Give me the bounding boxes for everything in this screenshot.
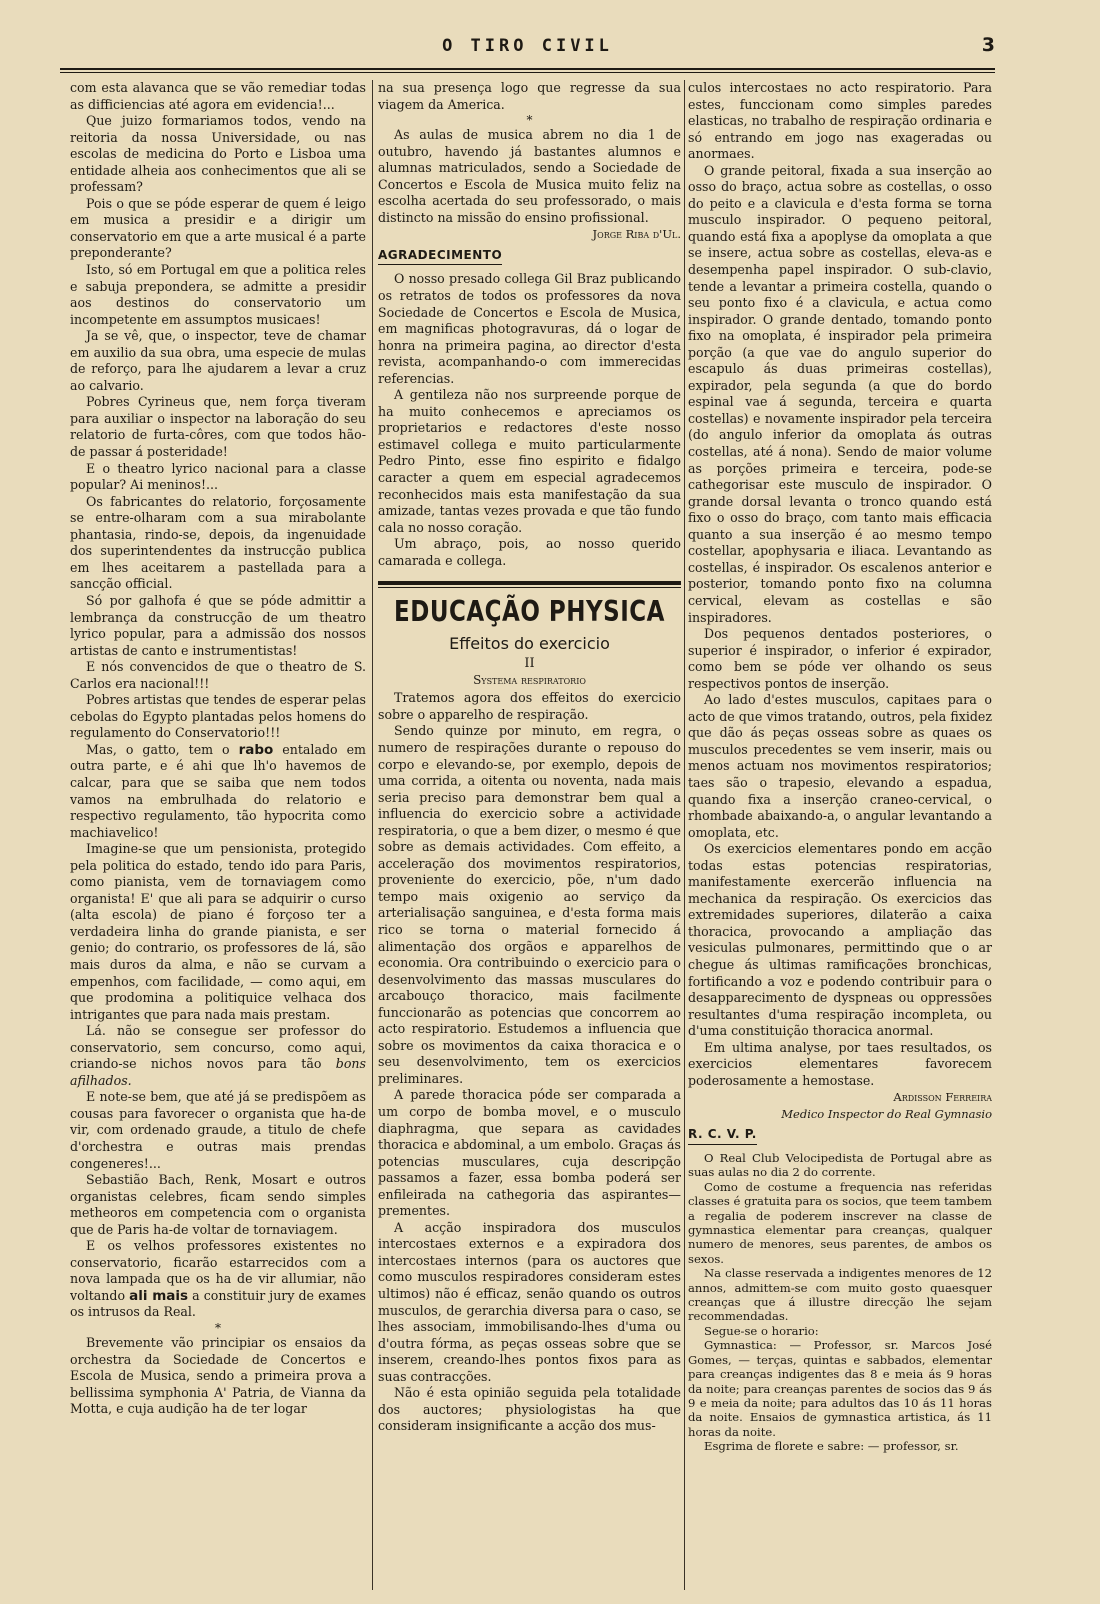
paragraph: Como de costume a frequencia nas referidas classes é gratuita para os socios, que teem tambem a regalia de poderem inscrever na classe de gymnastica elementar para creanças, qualquer numero de menores, seus parentes, de ambos os sexos. [688,1179,992,1266]
paragraph-velhos [70,1238,366,1321]
article-signature: Ardisson Ferreira [893,1090,992,1105]
paragraph: Os exercicios elementares pondo em acção todas estas potencias respiratorias, manifestamente exercerão influencia na mechanica da respiração. Os exercicios das extremidades superiores, dilaterão a caixa thoracica, provocando a ampliação das vesiculas pulmonares, permittindo que o ar chegue ás ultimas ramificações bronchicas, fortificando a voz e podendo contribuir para o desapparecimento de dyspneas ou oppressões resultantes d'uma respiração incompleta, ou d'uma constituição thoracica anormal. [688,841,992,1039]
text-run: E os velhos professores existentes no conservatorio, ficarão estarrecidos com a nova lampada que os ha de vir allumiar, não voltando [70,1238,366,1303]
paragraph: Tratemos agora dos effeitos do exercicio sobre o apparelho de respiração. [378,690,681,722]
paragraph: Que juizo formariamos todos, vendo na reitoria da nossa Universidade, ou nas escolas de medicina do Porto e Lisboa uma entidade alheia aos conhecimentos que ali se professam? [70,113,366,195]
paragraph: Pobres Cyrineus que, nem força tiveram para auxiliar o inspector na laboração do seu relatorio de furta-côres, com que todos hão-de passar á posteridade! [70,394,366,460]
article-part-number: II [524,656,535,672]
paragraph: na sua presença logo que regresse da sua viagem da America. [378,80,681,112]
section-heading-rcvp: R. C. V. P. [688,1126,757,1145]
paragraph: Esgrima de florete e sabre: — professor, sr. [704,1439,959,1454]
article-subheading: Effeitos do exercicio [449,634,610,654]
paragraph: Só por galhofa é que se póde admittir a lembrança da construcção de um theatro lyrico popular, para a admissão dos nossos artistas de canto e instrumentistas! [70,592,366,658]
section-rule-thick [378,581,681,585]
column-divider-2 [684,80,685,1590]
paragraph: Segue-se o horario: [704,1323,819,1338]
paragraph: Sebastião Bach, Renk, Mosart e outros organistas celebres, ficam sendo simples metheoros em competencia com o organista que de Paris ha-de voltar de tornaviagem. [70,1172,366,1237]
paragraph: O grande peitoral, fixada a sua inserção ao osso do braço, actua sobre as costellas, o osso do peito e a clavicula e d'esta forma se torna musculo inspirador. O pequeno peitoral, quando está fixa a apoplyse da omoplata a que se insere, actua sobre as costellas, eleva-as e desempenha papel inspirador. O sub-clavio, tende a levantar a primeira costella, quando o seu ponto fixo é a clavicula, e actua como inspirador. O grande dentado, tomando ponto fixo na omoplata, é inspirador pela primeira porção (a que vae do angulo superior do escapulo ás duas primeiras costellas), expirador, pela segunda (a que do bordo espinal vae á segunda, terceira e quarta costellas) e novamente inspirador pela terceira (do angulo inferior da omoplata ás outras costellas, até á nona). Sendo de maior volume as porções primeira e terceira, pode-se cathegorisar este musculo de inspirador. O grande dorsal levanta o tronco quando está fixo o osso do braço, com tanto mais efficacia quanto a sua inserção é ao mesmo tempo costellar, apophysaria e iliaca. Levantando as costellas, é inspirador. Os escalenos anterior e posterior, tomando ponto fixo na columna cervical, elevam as costellas e são inspiradores. [688,162,992,625]
paragraph: Não é esta opinião seguida pela totalidade dos auctores; physiologistas ha que consideram insignificante a acção dos mus- [378,1385,681,1434]
text-run: entalado em outra parte, e é ahi que lh'o havemos de calcar, para que se saiba que nem todos vamos na embrulhada do relatorio e respectivo regulamento, tão hypocrita como machiavelico! [70,741,366,840]
section-rule-thin [378,587,681,588]
paragraph: Ja se vê, que, o inspector, teve de chamar em auxilio da sua obra, uma especie de mulas de reforço, para lhe ajudarem a levar a cruz ao calvario. [70,328,366,393]
article-topic: Systema respiratorio [473,673,586,688]
paragraph: Ao lado d'estes musculos, capitaes para o acto de que vimos tratando, outros, pela fixidez que dão ás peças osseas sobre as quaes os musculos precedentes se vem inserir, mais ou menos actuam nos movimentos respiratorios; taes são o trapesio, elevando a espadua, quando fixa a inserção craneo-cervical, o rhombade abaixando-a, o angular levantando a omoplata, etc. [688,692,992,840]
paragraph: Um abraço, pois, ao nosso querido camarada e collega. [378,536,681,568]
text-run: Mas, o gatto, tem o [86,741,230,757]
paragraph: Pois o que se póde esperar de quem é leigo em musica a presidir e a dirigir um conservatorio em que a arte musical é a parte preponderante? [70,195,366,261]
separator-star: * [215,1321,221,1336]
page-number: 3 [981,34,995,56]
section-heading-agradecimento: AGRADECIMENTO [378,247,502,266]
paragraph: Brevemente vão principiar os ensaios da orchestra da Sociedade de Concertos e Escola de Musica, sendo a primeira prova a bellissima symphonia A' Patria, de Vianna da Motta, e cuja audição ha de ter logar [70,1335,366,1417]
column-3 [688,80,992,1595]
newspaper-title: O TIRO CIVIL [442,36,613,56]
paragraph: A gentileza não nos surpreende porque de ha muito conhecemos e apreciamos os proprietarios e redactores d'este nosso estimavel collega e muito particularmente Pedro Pinto, esse fino espirito e fidalgo caracter a quem em especial agradecemos reconhecidos mais esta manifestação da sua amizade, tantas vezes provada e que tão fundo cala no nosso coração. [378,387,681,535]
paragraph: Na classe reservada a indigentes menores de 12 annos, admittem-se com muito gosto quaesquer creanças que á illustre direcção lhe sejam recommendadas. [688,1266,992,1324]
paragraph: Sendo quinze por minuto, em regra, o numero de respirações durante o repouso do corpo e elevando-se, por exemplo, depois de uma corrida, a oitenta ou noventa, nada mais seria preciso para demonstrar bem qual a influencia do exercicio sobre a actividade respiratoria, o que a bem dizer, o mesmo é que sobre as demais actividades. Com effeito, a acceleração dos movimentos respiratorios, proveniente do exercicio, põe, n'um dado tempo mais oxigenio ao serviço da arterialisação sanguinea, e d'esta forma mais rico se torna o material fornecido á alimentação dos orgãos e apparelhos de economia. Ora contribuindo o exercicio para o desenvolvimento das massas musculares do arcabouço thoracico, mais facilmente funccionarão as potencias que concorrem ao acto respiratorio. Estudemos a influencia que sobre os movimentos da caixa thoracica e o seu desenvolvimento, tem os exercicios preliminares. [378,723,681,1086]
separator-star: * [526,113,533,128]
article-signature-title: Medico Inspector do Real Gymnasio [781,1106,992,1121]
bold-phrase: ali mais [129,1287,189,1304]
paragraph: E note-se bem, que até já se predispõem as cousas para favorecer o organista que ha-de vir, com ordenado graude, a titulo de chefe d'orchestra e outras mais prendas congeneres!... [70,1089,366,1171]
section-heading-educacao-physica: EDUCAÇÃO PHYSICA [394,596,665,629]
masthead [60,30,995,70]
paragraph: com esta alavanca que se vão remediar todas as difficiencias até agora em evidencia!... [70,80,366,112]
italic-run: bons afilhados. [70,1056,366,1088]
paragraph-la [70,1023,366,1089]
paragraph: E nós convencidos de que o theatro de S. Carlos era nacional!!! [70,659,366,691]
bold-word: rabo [238,741,274,758]
paragraph: culos intercostaes no acto respiratorio. Para estes, funccionam como simples paredes elasticas, no trabalho de respiração ordinaria e só entrando em jogo nas exageradas ou anormaes. [688,80,992,162]
paragraph: E o theatro lyrico nacional para a classe popular? Ai meninos!... [70,460,366,493]
header-rule-thin [60,72,995,73]
paragraph: As aulas de musica abrem no dia 1 de outubro, havendo já bastantes alumnos e alumnas matriculados, sendo a Sociedade de Concertos e Escola de Musica muito feliz na escolha acertada do seu professorado, o mais distincto na missão do ensino profissional. [378,127,681,225]
paragraph: A parede thoracica póde ser comparada a um corpo de bomba movel, e o musculo diaphragma, que separa as cavidades thoracica e abdominal, a um embolo. Graças ás potencias musculares, cuja descripção passamos a fazer, essa bomba poderá ser enfileirada na cathegoria das aspirantes—prementes. [378,1087,681,1219]
paragraph: Gymnastica: — Professor, sr. Marcos José Gomes, — terças, quintas e sabbados, elementar para creanças indigentes das 8 e meia ás 9 horas da noite; para creanças parentes de socios das 9 ás 9 e meia da noite; para adultos das 10 ás 11 horas da noite. Ensaios de gymnastica artistica, ás 11 horas da noite. [688,1338,992,1439]
column-2 [378,80,681,1595]
paragraph-rabo [70,742,366,841]
header-rule-thick [60,68,995,70]
paragraph: Pobres artistas que tendes de esperar pelas cebolas do Egypto plantadas pelos homens do regulamento do Conservatorio!!! [70,692,366,741]
paragraph: A acção inspiradora dos musculos intercostaes externos e a expiradora dos intercostaes internos (para os auctores que como musculos respiradores consideram estes ultimos) não é efficaz, senão quando os outros musculos, de gerarchia diversa para o caso, se lhes associam, immobilisando-lhes d'uma ou d'outra fórma, as peças osseas sobre que se inserem, creando-lhes pontos fixos para as suas contracções. [378,1219,681,1384]
text-run: Lá. não se consegue ser professor do conservatorio, sem concurso, como aqui, criando-se nichos novos para tão [70,1023,366,1072]
paragraph: Em ultima analyse, por taes resultados, os exercicios elementares favorecem poderosamente a hemostase. [688,1039,992,1088]
paragraph: Isto, só em Portugal em que a politica reles e sabuja prepondera, se admitte a presidir aos destinos do conservatorio um incompetente em assumptos musicaes! [70,262,366,327]
column-1 [70,80,366,1595]
paragraph: O Real Club Velocipedista de Portugal abre as suas aulas no dia 2 do corrente. [688,1151,992,1180]
text-run: a constituir jury de exames os intrusos da Real. [70,1287,366,1320]
column-divider-1 [372,80,373,1590]
paragraph: O nosso presado collega Gil Braz publicando os retratos de todos os professores da nova Sociedade de Concertos e Escola de Musica, em magnificas photogravuras, dá o logar de honra na primeira pagina, ao director d'esta revista, acompanhando-o com immerecidas referencias. [378,271,681,386]
article-signature: Jorge Riba d'Ul. [592,227,681,242]
paragraph: Imagine-se que um pensionista, protegido pela politica do estado, tendo ido para Paris, como pianista, vem de tornaviagem como organista! E' que ali para se adquirir o curso (alta escola) de piano é forçoso ter a verdadeira linha do grande pianista, e ser genio; do contrario, os professores de lá, são mais duros da alma, e não se curvam a empenhos, com facilidade, — como aqui, em que prodomina a politiquice velhaca dos intrigantes que para nada mais prestam. [70,841,366,1022]
paragraph: Dos pequenos dentados posteriores, o superior é inspirador, o inferior é expirador, como bem se póde ver olhando os seus respectivos pontos de inserção. [688,626,992,691]
paragraph: Os fabricantes do relatorio, forçosamente se entre-olharam com a sua mirabolante phantasia, rindo-se, depois, da ingenuidade dos superintendentes da instrucção publica em lhes aceitarem a pastellada para a sancção official. [70,493,366,592]
